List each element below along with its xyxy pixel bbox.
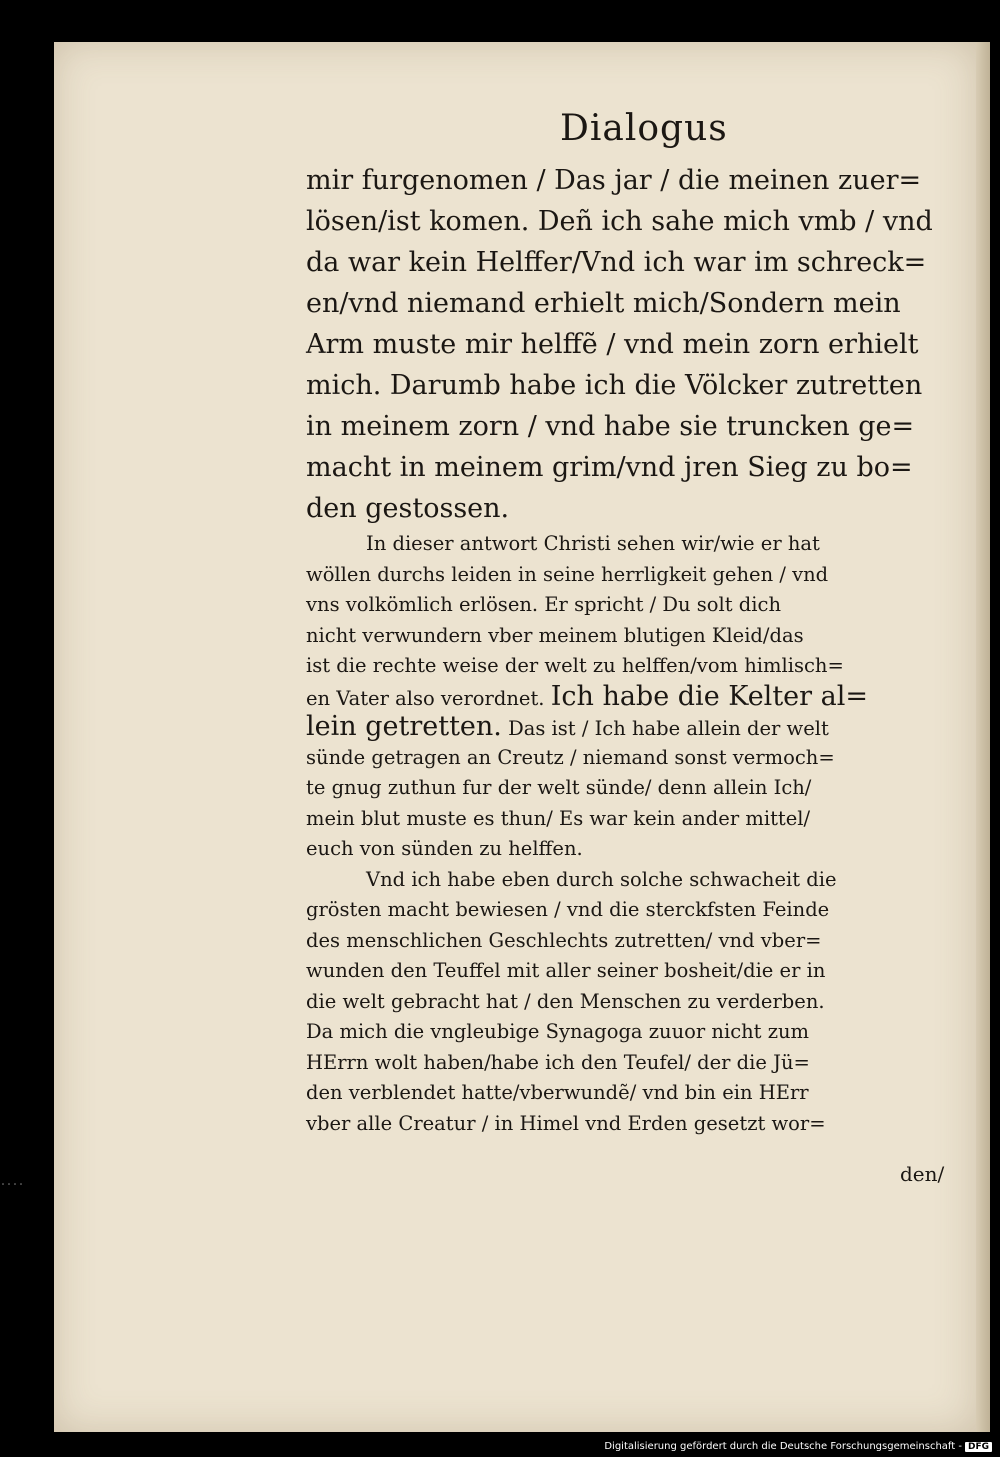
text-line: te gnug zuthun fur der welt sünde/ denn allein Ich/ [306,776,812,799]
text-line: da war kein Helffer/Vnd ich war im schreck= [306,247,927,278]
text-line: ist die rechte weise der welt zu helffen/vom himlisch= [306,654,844,677]
text-line: HErrn wolt haben/habe ich den Teufel/ der die Jü= [306,1050,810,1074]
text-line: Vnd ich habe eben durch solche schwacheit die [366,867,837,891]
text-line: lösen/ist komen. Deñ ich sahe mich vmb / vnd [306,206,933,237]
text-line: wunden den Teuffel mit aller seiner bosheit/die er in [306,959,826,982]
text-line: vns volkömlich erlösen. Er spricht / Du solt dich [306,593,782,616]
text-line: nicht verwundern vber meinem blutigen Kleid/das [306,623,804,647]
scan-margin-dots [0,1180,24,1200]
footer-credit: Digitalisierung gefördert durch die Deutsche Forschungsgemeinschaft - [604,1441,962,1452]
text-line [306,712,946,743]
text-line: wöllen durchs leiden in seine herrligkeit gehen / vnd [306,562,829,586]
quote-fragment: lein getretten. [306,711,502,742]
text-line: mir furgenomen / Das jar / die meinen zuer= [306,165,922,196]
quote-fragment: Ich habe die Kelter al= [550,680,868,712]
dfg-logo-icon: DFG [965,1442,992,1452]
text-line: mich. Darumb habe ich die Völcker zutretten [306,370,923,401]
catchword: den/ [900,1162,945,1186]
page-edge [976,42,990,1432]
text-line: vber alle Creatur / in Himel vnd Erden gesetzt wor= [306,1111,826,1135]
digitization-footer [604,1441,992,1452]
text-line: grösten macht bewiesen / vnd die sterckfsten Feinde [306,898,830,921]
text-fragment: en Vater also verordnet. [306,686,545,710]
text-line: in meinem zorn / vnd habe sie truncken ge= [306,411,915,442]
text-fragment: Das ist / Ich habe allein der welt [508,717,829,740]
text-line: den verblendet hatte/vberwundẽ/ vnd bin ein HErr [306,1081,809,1104]
main-text-block [306,160,946,1139]
text-line: en/vnd niemand erhielt mich/Sondern mein [306,288,901,319]
text-line: sünde getragen an Creutz / niemand sonst vermoch= [306,745,835,769]
text-line: Arm muste mir helffẽ / vnd mein zorn erhielt [306,329,919,360]
text-line [306,682,946,713]
text-line: des menschlichen Geschlechts zutretten/ vnd vber= [306,928,822,952]
large-text-section [306,160,946,529]
text-line: euch von sünden zu helffen. [306,837,583,860]
small-text-section-2 [306,865,946,1140]
text-line: In dieser antwort Christi sehen wir/wie er hat [366,532,820,555]
running-head: Dialogus [560,108,728,149]
text-line: die welt gebracht hat / den Menschen zu verderben. [306,989,825,1013]
text-line: den gestossen. [306,493,510,524]
text-line: macht in meinem grim/vnd jren Sieg zu bo= [306,452,913,483]
small-text-section-1 [306,529,946,865]
text-line: Da mich die vngleubige Synagoga zuuor nicht zum [306,1020,810,1043]
text-line: mein blut muste es thun/ Es war kein ander mittel/ [306,806,811,830]
